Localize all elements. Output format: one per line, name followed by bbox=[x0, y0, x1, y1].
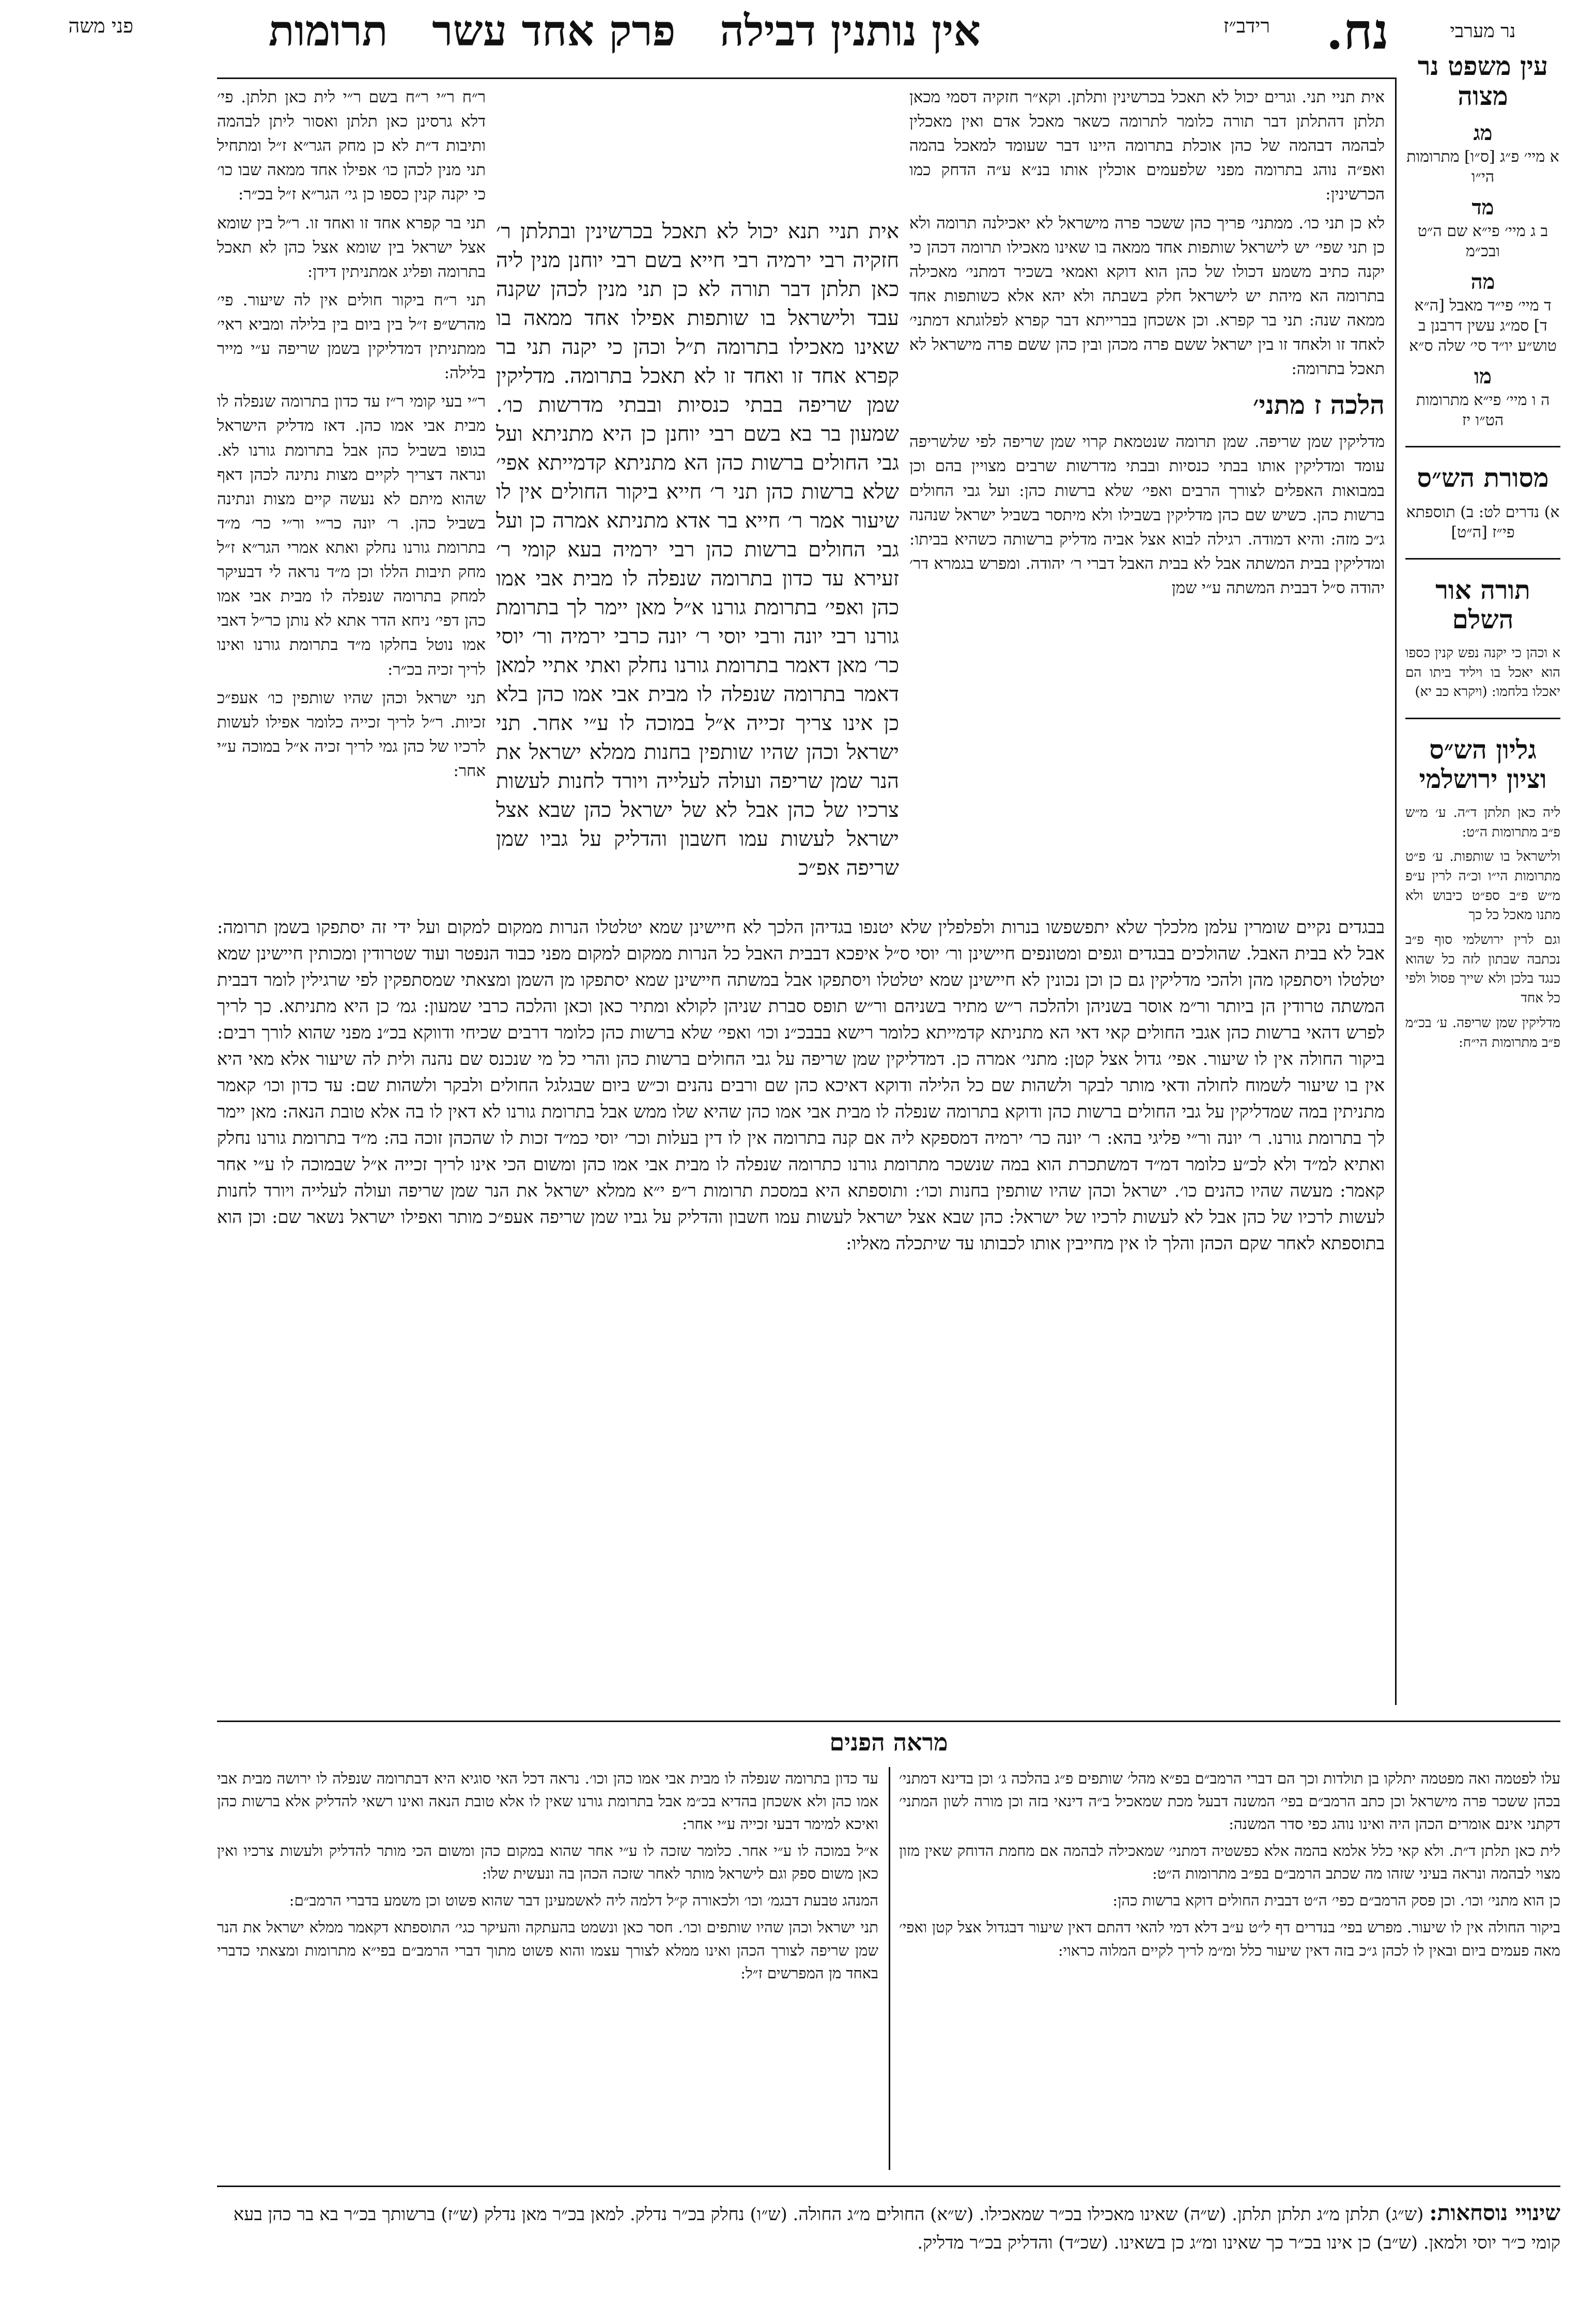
divider bbox=[217, 78, 1395, 79]
halacha-text: מדליקין שמן שריפה. שמן תרומה שנטמאת קרוי שמן שריפה לפי שלשריפה עומד ומדליקין אותו בבתי כנסיות ובבתי מדרשות שרבים מצויין בהם וכן במבואות האפלים לצורך הרבים ואפי׳ שלא ברשות כהן: ועל גבי החולים ברשות כהן. כשיש שם כהן מדליקין בשבילו ולא מיתסר בשביל ישראל שנהנה ג״כ מזה: והיא דמודה. רגילה לבוא אצל אביה מדליק ברשותה כשהיא בביתו: ומדליקין בבית המשתה אבל לא בבית האבל דברי ר׳ יהודה. ומפרש בגמרא דר׳ יהודה ס״ל דבבית המשתה ע״י שמן bbox=[909, 432, 1385, 597]
ridbaz-commentary: ר״ח ר״י ר״ח בשם ר״י לית כאן תלתן. פי׳ דלא גרסינן כאן תלתן ואסור ליתן לבהמה ותיבות ד״ת לא כן מחק הגר״א ז״ל ומתחיל תני מנין לכהן כו׳ אפילו אחד ממאה שבו כו׳ כי יקנה קנין כספו כן גי׳ הגר״א ז״ל בכ״ר: תני בר קפרא אחד זו ואחד זו. ר״ל בין שומא אצל ישראל בין שומא אצל כהן לא תאכל בתרומה ופליג אמתניתין דידן: תני ר״ח ביקור חולים אין לה שיעור. פי׳ מהרש״פ ז״ל בין ביום בין בלילה ומביא ראי׳ ממתניתין דמדליקין בשמן שריפה ע״י מייר בלילה: ר״י בעי קומי ר״ז עד כדון בתרומה שנפלה לו מבית אבי אמו כהן. דאז מדליק הישראל בגופו בשביל כהן אבל בתרומת גורנו לא. ונראה דצריך לקיים מצות נתינה לכהן דאף שהוא מיתם לא נעשה קיים מצות ונתינה בשביל כהן. ר׳ יונה כר״י ור״י כר׳ מ״ד בתרומת גורנו נחלק ואתא אמרי הגר״א ז״ל מחק תיבות הללו וכן מ״ד נראה לי דבעיקר למחק בתרומה שנפלה לו מבית אבי אמו כהן דפי׳ ניחא הדר אתא לא נותן כר״ל דאבי אמו נוטל בחלקו מ״ד בתרומת גורנו ואינו לריך זכיה בכ״ר: תני ישראל וכהן שהיו שותפין כו׳ אעפ״כ זכיות. ר״ל לריך זכייה כלומר אפילו לעשות לרכיו של כהן גמי לריך זכיה א״ל במוכה ע״י אחר: bbox=[217, 88, 486, 780]
ner-maaravi: נר מערבי bbox=[1450, 21, 1516, 42]
divider bbox=[217, 1721, 1560, 1722]
divider bbox=[889, 1767, 890, 2170]
mareh-hapanim-title: מראה הפנים bbox=[829, 1728, 948, 1756]
side-column bbox=[1405, 16, 1560, 1669]
ein-mishpat-entry: מג א מיי׳ פ״ג [ס״ו] מתרומות הי״ו bbox=[1406, 121, 1559, 187]
ein-mishpat-list bbox=[1405, 120, 1560, 430]
divider bbox=[217, 2186, 1560, 2187]
chapter-title: אין נותנין דבילה פרק אחד עשר תרומות bbox=[268, 6, 981, 56]
divider bbox=[1405, 446, 1560, 447]
mareh-hapanim-right: עלו לפטמה ואה מפטמה יתלקו בן תולדות וכך הם דברי הרמב״ם בפ״א מהל׳ שותפים פ״ג בהלכה ג׳ וכן בדינא דמתני׳ בכהן ששכר פרה מישראל וכן כתב הרמב״ם בפי׳ המשנה דבעל מכת שמאכיל ב״ה דינאי בזה וכן מורה לשון המתני׳ דקתני אינם אומרים הכהן היה ואינו נוהג כפי סדר המשנה: לית כאן תלתן ד״ת. ולא קאי כלל אלמא בהמה אלא כפשטיה דמתני׳ שמאכילה לבהמה אם מחמת הדוחק שאין מזון מצוי לבהמה ונראה בעיני שזהו מה שכתב הרמב״ם בפ״ב מתרומות ה״ט: כן הוא מתני׳ וכו׳. וכן פסק הרמב״ם כפי׳ ה״ט דבבית החולים דוקא ברשות כהן: ביקור החולה אין לו שיעור. מפרש בפי׳ בנדרים דף ל״ט ע״ב דלא דמי להאי דהתם דאין שיעור דבגדול אצל קטן ואפי׳ מאה פעמים ביום ובאין לו לכהן ג״כ בזה דאין שיעור כלל ומ״מ לריך לקיים המלוה כראוי: bbox=[899, 1770, 1560, 1959]
divider bbox=[1405, 718, 1560, 719]
halacha-heading: הלכה ז מתני׳ bbox=[1252, 390, 1385, 421]
header-left-label: פני משה bbox=[68, 14, 133, 37]
divider bbox=[1405, 558, 1560, 560]
gemara-text: אית תניי תנא יכול לא תאכל בכרשינין ובתלתן ר׳ חזקיה רבי ירמיה רבי חייא בשם רבי יוחנן מנין ליה כאן תלתן דבר תורה לא כן תני מנין לכהן שקנה עבד ולישראל בו שותפות אפילו אחד ממאה בו שאינו מאכילו בתרומה ת״ל וכהן כי יקנה תני בר קפרא אחד זו ואחד זו לא תאכל בתרומה. מדליקין שמן שריפה בבתי כנסיות ובבתי מדרשות כו׳. שמעון בר בא בשם רבי יוחנן כן היא מתניתא ועל גבי החולים ברשות כהן הא מתניתא קדמייתא אפי׳ שלא ברשות כהן תני ר׳ חייא ביקור החולים אין לו שיעור אמר ר׳ חייא בר אדא מתניתא אמרה כן ועל גבי החולים ברשות כהן רבי ירמיה בעא קומי ר׳ זעירא עד כדון בתרומה שנפלה לו מבית אבי אמו כהן ואפי׳ בתרומת גורנו א״ל מאן יימר לך בתרומת גורנו רבי יונה ורבי יוסי ר׳ יונה כרבי ירמיה ור׳ יוסי כר׳ מאן דאמר בתרומת גורנו נחלק ואתי אתיי למאן דאמר בתרומה שנפלה לו מבית אבי אמו כהן בלא כן אינו צריך זכייה א״ל במוכה לו ע״י אחר. תני ישראל וכהן שהיו שותפין בחנות ממלא ישראל את הנר שמן שריפה ועולה לעלייה ויורד לחנות לעשות צרכיו של כהן אבל לא של ישראל כהן שבא אצל ישראל לעשות עמו חשבון והדליק על גביו שמן שריפה אפ״כ bbox=[496, 220, 899, 880]
ein-mishpat-entry: מד ב ג מיי׳ פי״א שם ה״ט ובכ״מ bbox=[1417, 195, 1548, 261]
gilyon-title: גליון הש״ס וציון ירושלמי bbox=[1419, 734, 1547, 795]
divider bbox=[1395, 78, 1397, 1705]
pnei-moshe-lower: בבגדים נקיים שומרין עלמן מלכלך שלא יתפשפשו בנרות ולפלפלין שלא יטנפו בגדיהן הלכך לא חיישינן שמא יטלטלו הנרות ממקום למקום ועל ידי זה יסתפקו בשמן תרומה: אבל לא בבית האבל. שהולכים בבגדים וגפים ומטונפים חיישינן ור׳ יוסי ס״ל איפכא דבבית האבל כל הנרות ממקום למקום מפני כבוד הנפטר ועוד שטרודין ומכותין חיישינן שמא יטלטלו ויסתפקו מהן ולהכי מדליקין גם כן וכן נכונין לא חיישינן שמא יטלטלו ויסתפקו אבל במשתה חיישינן שמא יסתפקו מן השמן ומצאתי שמסתפקין לפי שרגילין לומר דבבית המשתה טרודין הן ביותר ור״מ אוסר בשניהן ולהלכה ר״ש מתיר בשניהם ור״ש תופס סברת שניהן לקולא ומתיר כאן וכאן והלכה כרבי שמעון: גמ׳ כן היא מתניתא. כך לריך לפרש דהאי ברשות כהן אגבי החולים קאי דאי הא מתניתא קדמייתא כלומר רישא בבבכ״נ וכו׳ ואפי׳ שלא ברשות כהן כלומר דרבים שכיחי ודווקא בכ״נ מפני שהוא לורך רבים: ביקור החולה אין לו שיעור. אפי׳ גדול אצל קטן: מתני׳ אמרה כן. דמדליקין שמן שריפה על גבי החולים ברשות כהן והרי כל מי שנכנס שם נהנה ולית לה שיעור אלא מאי היא אין בו שיעור לשמוח לחולה ודאי מותר לבקר ולשהות שם כל הלילה ודוקא דאיכא כהן שם ורבים נהנים וכ״ש ביום שבגלגל החולים ולבקר ולשהות שם: עד כדון וכו׳ קאמר מתניתין במה שמדליקין על גבי החולים ברשות כהן ודוקא בתרומה שנפלה לו מבית אבי אמו כהן שהיא שלו ממש אבל בתרומת גורנו לא דאין לו בה אלא טובת הנאה: מאן יימר לך בתרומת גורנו. ר׳ יונה ור״י פליגי בהא: ר׳ יונה כר׳ ירמיה דמספקא ליה אם קנה בתרומה אין לו דין בעלות וכר׳ יוסי כמ״ד זכות לו שהכהן זוכה בה: מ״ד בתרומת גורנו נחלק ואתיא למ״ד ולא לכ״ע כלומר דמ״ד דמשתכרת הוא במה שנשכר מתרומת גורנו כתרומה שנפלה לו מבית אבי אמו כהן ומשום הכי אינו לריך זכייה א״ל שבמוכה לו ע״י אחר קאמר: מעשה שהיו כהנים כו׳. ישראל וכהן שהיו שותפין בחנות וכו׳: ותוספתא היא במסכת תרומות ר״פ י״א ממלא ישראל את הנר שמן שריפה ועולה לעלייה ויורד לחנות לעשות לרכיו של כהן אבל לא לעשות לרכיו של ישראל: כהן שבא אצל ישראל לעשות עמו חשבון והדליק על גביו שמן שריפה אעפ״כ מותר ואפילו ישראל נשאר שם: וכן הוא בתוספתא לאחר שקם הכהן והלך לו אין מחייבין אותו לכבותו עד שיתכלה מאליו: bbox=[217, 917, 1385, 1254]
mareh-hapanim-left: עד כדון בתרומה שנפלה לו מבית אבי אמו כהן וכו׳. נראה דכל האי סוגיא היא דבתרומה שנפלה לו ירושה מבית אבי אמו כהן ולא אשכחן בהדיא בכ״מ אבל בתרומת גורנו שאין לו אלא טובת הנאה ואינו רשאי להדליק אלא ברשות כהן ואיכא למימר דבעי זכייה ע״י אחר: א״ל במוכה לו ע״י אחר. כלומר שזכה לו ע״י אחר שהוא במקום כהן ומשום הכי מותר להדליק ולעשות צרכיו ואין כאן משום ספק וגם לישראל מותר לאחר שזכה הכהן בה ונעשית שלו: המנהג טבעת דבגמ׳ וכו׳ ולכאורה ק״ל דלמה ליה לאשמעינן דבר שהוא פשוט וכן משמע בדברי הרמב״ם: תני ישראל וכהן שהיו שותפים וכו׳. חסר כאן ונשמט בהעתקה והעיקר כגי׳ התוספתא דקאמר ממלא ישראל את הנר שמן שריפה לצורך הכהן ואינו ממלא לצורך עצמו והוא פשוט מתוך דברי הרמב״ם בפי״א מתרומות ומצאתי כדברי באחד מן המפרשים ז״ל: bbox=[217, 1770, 878, 1982]
ein-mishpat-entry: מה ד מיי׳ פי״ד מאבל [ה״א ד] סמ״ג עשין דרבנן ב טוש״ע יו״ד סי׳ שלה ס״א bbox=[1409, 270, 1557, 355]
ein-mishpat-title: עין משפט נר מצוה bbox=[1417, 51, 1548, 111]
gilyon-text: ליה כאן תלתן ד״ה. ע׳ מ״ש פ״ב מתרומות ה״ט: ולישראל בו שותפות. ע׳ פ״ט מתרומות הי״ו וכ״ה לרין ע״פ מ״ש פ״ב ספ״ט כיבוש ולא מתנו מאכל כל כך וגם לרין ירושלמי סוף פ״ב נכתבה שבתון לזה כל שהוא כנגד בלכן ולא שייך פסול ולפי כל אחד מדליקין שמן שריפה. ע׳ בכ״מ פ״ב מתרומות הי״ח: bbox=[1405, 804, 1560, 1050]
mesoret-text: א) נדרים לט: ב) תוספתא פי״ז [ה״ט] bbox=[1406, 503, 1560, 541]
edition-ref: רידב״ז bbox=[1223, 14, 1270, 37]
mesoret-title: מסורת הש״ס bbox=[1417, 462, 1549, 493]
nuschaot-footer bbox=[217, 2196, 1560, 2310]
nuschaot-text: (ש״ג) תלתן מ״ג תלתן תלתן. (ש״ה) שאינו מאכילו בכ״ר שמאכילו. (ש״א) החולים מ״ג החולה. (ש״ו) נחלק בכ״ר נדלק. למאן בכ״ר מאן נדלק (ש״ז) ברשותך בכ״ר בא בר כהן בעא קומי כ״ר יוסי ולמאן. (ש״ב) כן אינו בכ״ר כך שאינו ומ״ג כן בשאינו. (שכ״ד) והדליק בכ״ר מדליק. bbox=[233, 2204, 1560, 2254]
torah-or-title: תורה אור השלם bbox=[1435, 574, 1530, 635]
page-number: נח. bbox=[1326, 2, 1389, 60]
torah-or-text: א וכהן כי יקנה נפש קנין כספו הוא יאכל בו ויליד ביתו הם יאכלו בלחמו: (ויקרא כב יא) bbox=[1405, 645, 1560, 700]
page-header bbox=[0, 0, 1580, 78]
nuschaot-label: שינויי נוסחאות: bbox=[1429, 2200, 1560, 2225]
pnei-moshe-upper: אית תניי תני. וגרים יכול לא תאכל בכרשינין ותלתן. וקא״ר חזקיה דסמי מכאן תלתן דהתלתן דבר תורה כלומר לתרומה כשאר מאכל אדם ואין מאכלין לבהמה דבהמה של כהן אוכלת בתרומה היינו דבר שעומד למאכל בהמה ואפ״ה נוהג בתרומה מפני שלפעמים אוכלין אותו בנ״א ע״ה הדחק כמו הכרשינין: לא כן תני כו׳. ממתני׳ פריך כהן ששכר פרה מישראל לא יאכילנה תרומה ולא כן תני שפי׳ יש לישראל שותפות אחד ממאה בו שאינו מאכילו תרומה דכהן כי יקנה כתיב משמע דכולו של כהן הוא דוקא ואמאי בשכיר דמתני׳ מאכילה בתרומה הא מיהת יש לישראל חלק בשבתה ולא יהא אלא כשותפות אחד ממאה שנה: תני בר קפרא. וכן אשכחן בברייתא דבר קפרא לפלוגתא דמתני׳ לאחד זו ולאחד זו בין ישראל ששם פרה מכהן ובין כהן ששם פרה מישראל לא תאכל בתרומה: הלכה ז מתני׳ מדליקין שמן שריפה. שמן תרומה שנטמאת קרוי שמן שריפה לפי שלשריפה עומד ומדליקין אותו בבתי כנסיות ובבתי מדרשות שרבים מצויין בהם וכן במבואות האפלים לצורך הרבים ואפי׳ שלא ברשות כהן: ועל גבי החולים ברשות כהן. כשיש שם כהן מדליקין בשבילו ולא מיתסר בשביל ישראל שנהנה ג״כ מזה: והיא דמודה. רגילה לבוא אצל אביה מדליק ברשותה כשהיא בביתו: ומדליקין בבית המשתה אבל לא בבית האבל דברי ר׳ יהודה. ומפרש בגמרא דר׳ יהודה ס״ל דבבית המשתה ע״י שמן bbox=[909, 85, 1385, 902]
ein-mishpat-entry: מו ה ו מיי׳ פי״א מתרומות הט״ו יז bbox=[1416, 364, 1550, 430]
